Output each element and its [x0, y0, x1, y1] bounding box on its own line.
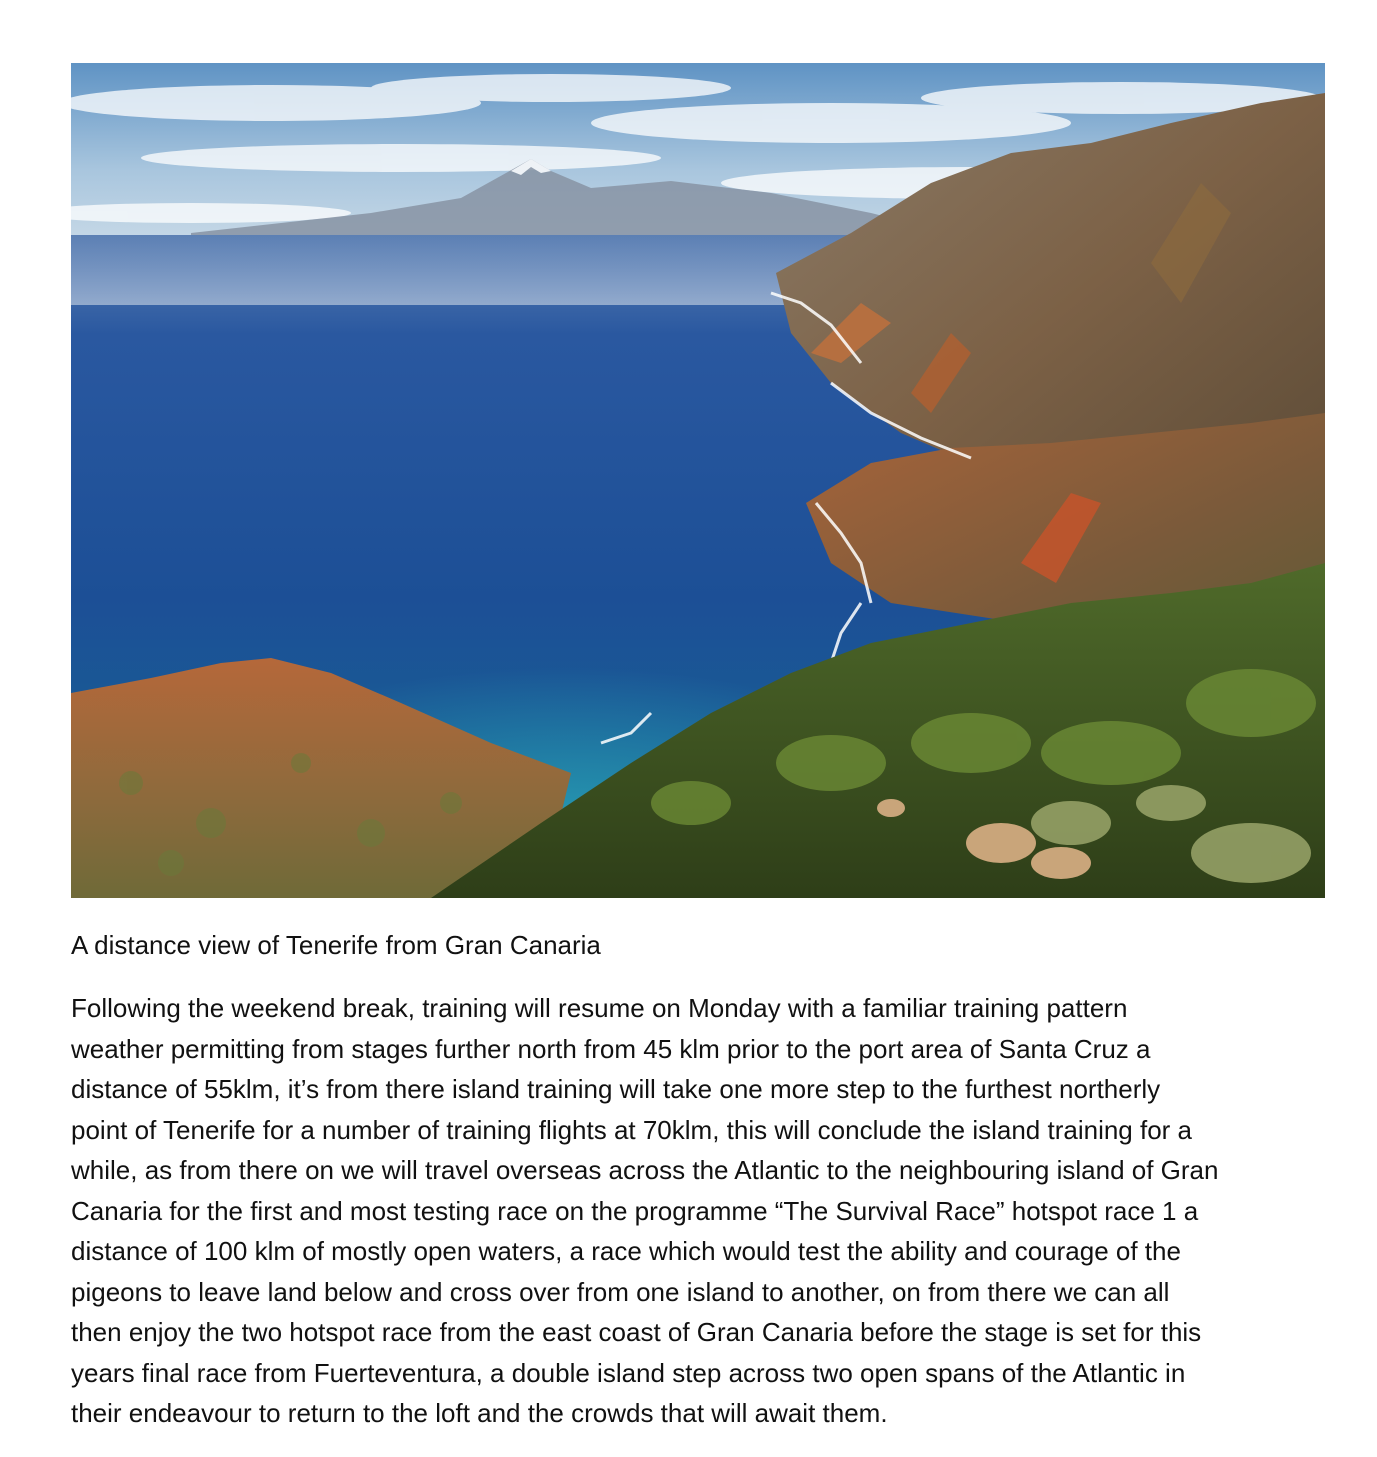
paragraph-line: Following the weekend break, training will resume on Monday with a familiar training pattern [71, 993, 1128, 1023]
photo-caption: A distance view of Tenerife from Gran Canaria [71, 930, 601, 960]
paragraph-line: Canaria for the first and most testing race on the programme “The Survival Race” hotspot race 1 a [71, 1195, 1199, 1226]
paragraph-line: weather permitting from stages further north from 45 klm prior to the port area of Santa Cruz a [71, 1033, 1151, 1064]
paragraph-line: while, as from there on we will travel overseas across the Atlantic to the neighbouring island of Gran [71, 1155, 1219, 1185]
paragraph-line: pigeons to leave land below and cross over from one island to another, on from there we can all [71, 1276, 1170, 1307]
paragraph-line: years final race from Fuerteventura, a double island step across two open spans of the Atlantic in [71, 1357, 1186, 1388]
paragraph-line: their endeavour to return to the loft and the crowds that will await them. [71, 1398, 888, 1428]
paragraph-line: then enjoy the two hotspot race from the east coast of Gran Canaria before the stage is set for this [71, 1317, 1202, 1347]
paragraph-line: point of Tenerife for a number of training flights at 70klm, this will conclude the island training for a [71, 1114, 1193, 1145]
article-paragraph [71, 988, 1329, 1434]
paragraph-line: distance of 55klm, it’s from there island training will take one more step to the furthest northerly [71, 1074, 1161, 1104]
landscape-photo [71, 63, 1325, 898]
landscape-illustration [71, 63, 1325, 898]
paragraph-line: distance of 100 klm of mostly open waters, a race which would test the ability and courage of the [71, 1236, 1181, 1266]
